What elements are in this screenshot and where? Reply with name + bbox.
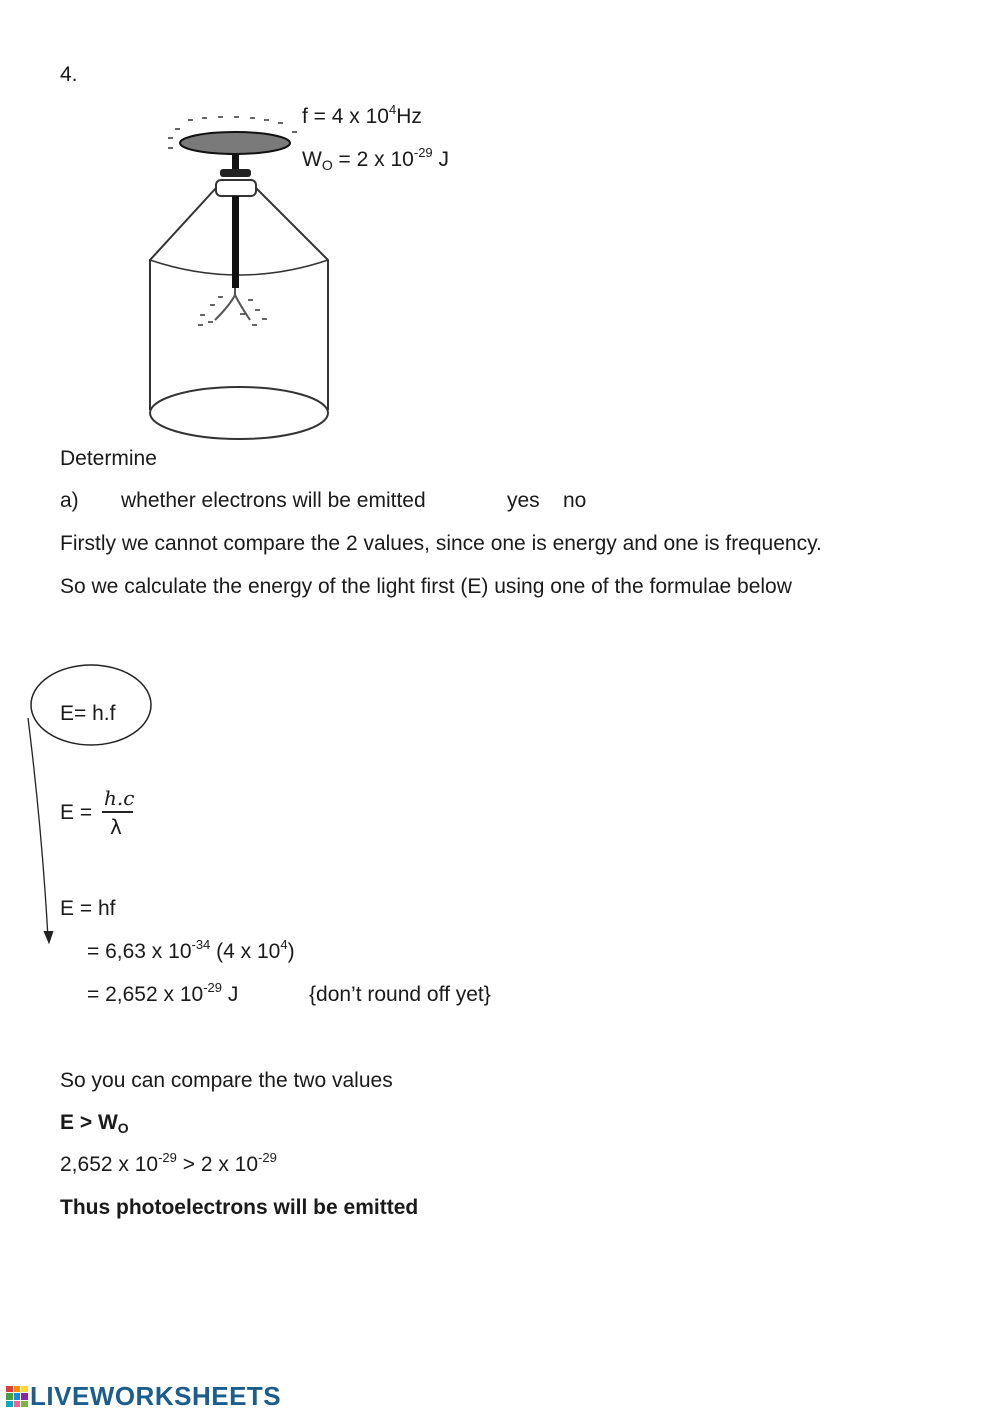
comparison-values: 2,652 x $10^{-29} > 2$ x $10^{-29}$ xyxy=(60,1150,277,1176)
logo-grid-icon xyxy=(6,1386,28,1408)
part-a-letter: a) xyxy=(60,489,79,512)
logo-text: LIVEWORKSHEETS xyxy=(30,1381,282,1411)
comparison-intro: So you can compare the two values xyxy=(60,1069,393,1092)
liveworksheets-logo xyxy=(6,1381,281,1412)
formula-numerator: h.c xyxy=(104,786,135,810)
working-note: {don’t round off yet} xyxy=(309,983,491,1006)
working-line-1: E = hf xyxy=(60,897,116,920)
determine-prompt: Determine xyxy=(60,447,157,470)
jar-base xyxy=(150,387,328,439)
arrow-line xyxy=(28,718,48,938)
working-line-3: = 2,652 x $10^{-29}$ J xyxy=(87,980,239,1006)
given-frequency: f = 4 x $10^4Hz$ xyxy=(302,102,422,128)
option-yes[interactable]: yes xyxy=(507,489,540,512)
leaf-negative-charges xyxy=(198,297,267,325)
formula-e-hf: E= h.f xyxy=(60,702,116,725)
formula-denominator: λ xyxy=(110,815,122,839)
rod-inner xyxy=(232,196,239,288)
explanation-line-1: Firstly we cannot compare the 2 values, since one is energy and one is frequency. xyxy=(60,532,822,555)
stopper xyxy=(216,180,256,196)
metal-disc xyxy=(180,132,290,154)
conclusion: Thus photoelectrons will be emitted xyxy=(60,1196,419,1219)
formula-e-hc-lhs: E = xyxy=(60,801,93,824)
explanation-line-2: So we calculate the energy of the light first (E) using one of the formulae below xyxy=(60,575,792,598)
arrow-head xyxy=(44,931,53,943)
comparison-relation: $E > W_O$ xyxy=(60,1111,129,1136)
given-work-function: $W_O = 2$ x $10^{-29}$ J xyxy=(302,145,449,173)
option-no[interactable]: no xyxy=(563,489,587,512)
part-a-text: whether electrons will be emitted xyxy=(121,489,426,512)
fraction-bar xyxy=(102,811,133,813)
question-number: 4. xyxy=(60,63,78,86)
working-line-2: = 6,63 x $10^{-34}$ (4 x $10^4$) xyxy=(87,937,295,963)
gold-leaves xyxy=(215,288,250,320)
